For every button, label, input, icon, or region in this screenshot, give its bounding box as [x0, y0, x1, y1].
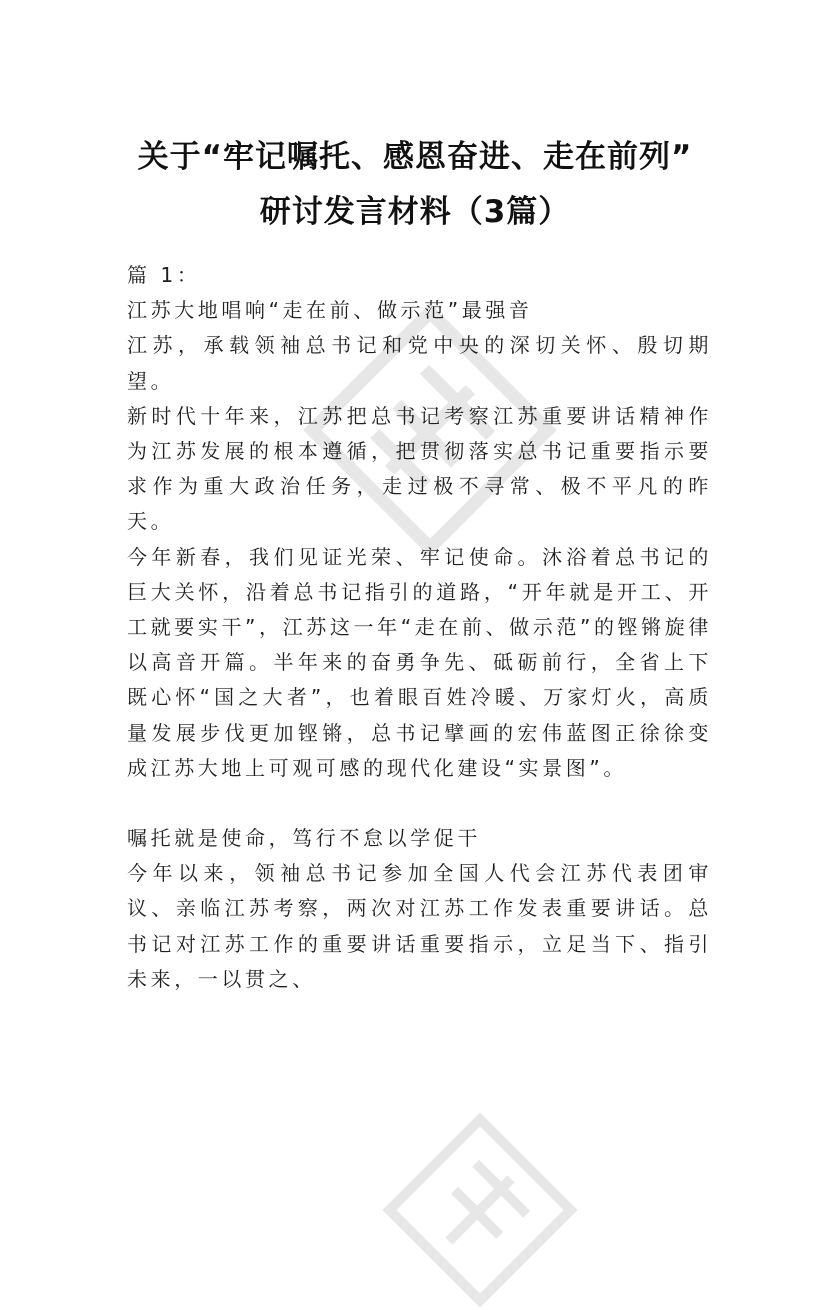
paragraph: 新时代十年来，江苏把总书记考察江苏重要讲话精神作为江苏发展的根本遵循，把贯彻落实总书记重要指示要求作为重大政治任务，走过极不寻常、极不平凡的昨天。 [127, 403, 712, 534]
paragraph: 今年新春，我们见证光荣、牢记使命。沐浴着总书记的巨大关怀，沿着总书记指引的道路，“开年就是开工、开工就要实干”，江苏这一年“走在前、做示范”的铿锵旋律以高音开篇。半年来的奋勇争先、砥砺前行，全省上下既心怀“国之大者”，也着眼百姓冷暖、万家灯火，高质量发展步伐更加铿锵，总书记擘画的宏伟蓝图正徐徐变成江苏大地上可观可感的现代化建设“实景图”。 [127, 544, 712, 780]
document-body [127, 258, 712, 997]
paragraph: 今年以来，领袖总书记参加全国人代会江苏代表团审议、亲临江苏考察，两次对江苏工作发表重要讲话。总书记对江苏工作的重要讲话重要指示，立足当下、指引未来，一以贯之、 [127, 861, 712, 991]
document-title-line-1: 关于“牢记嘱托、感恩奋进、走在前列” [137, 139, 693, 175]
subheading: 江苏大地唱响“走在前、做示范”最强音 [127, 298, 533, 323]
document-title-line-2: 研讨发言材料（3篇） [259, 194, 571, 230]
paragraph-gap [127, 786, 712, 821]
subheading: 嘱托就是使命，笃行不怠以学促干 [127, 826, 481, 851]
watermark-stamp-icon [380, 1110, 580, 1310]
paragraph: 江苏，承载领袖总书记和党中央的深切关怀、殷切期望。 [127, 333, 712, 393]
section-label: 篇 1： [127, 263, 201, 287]
